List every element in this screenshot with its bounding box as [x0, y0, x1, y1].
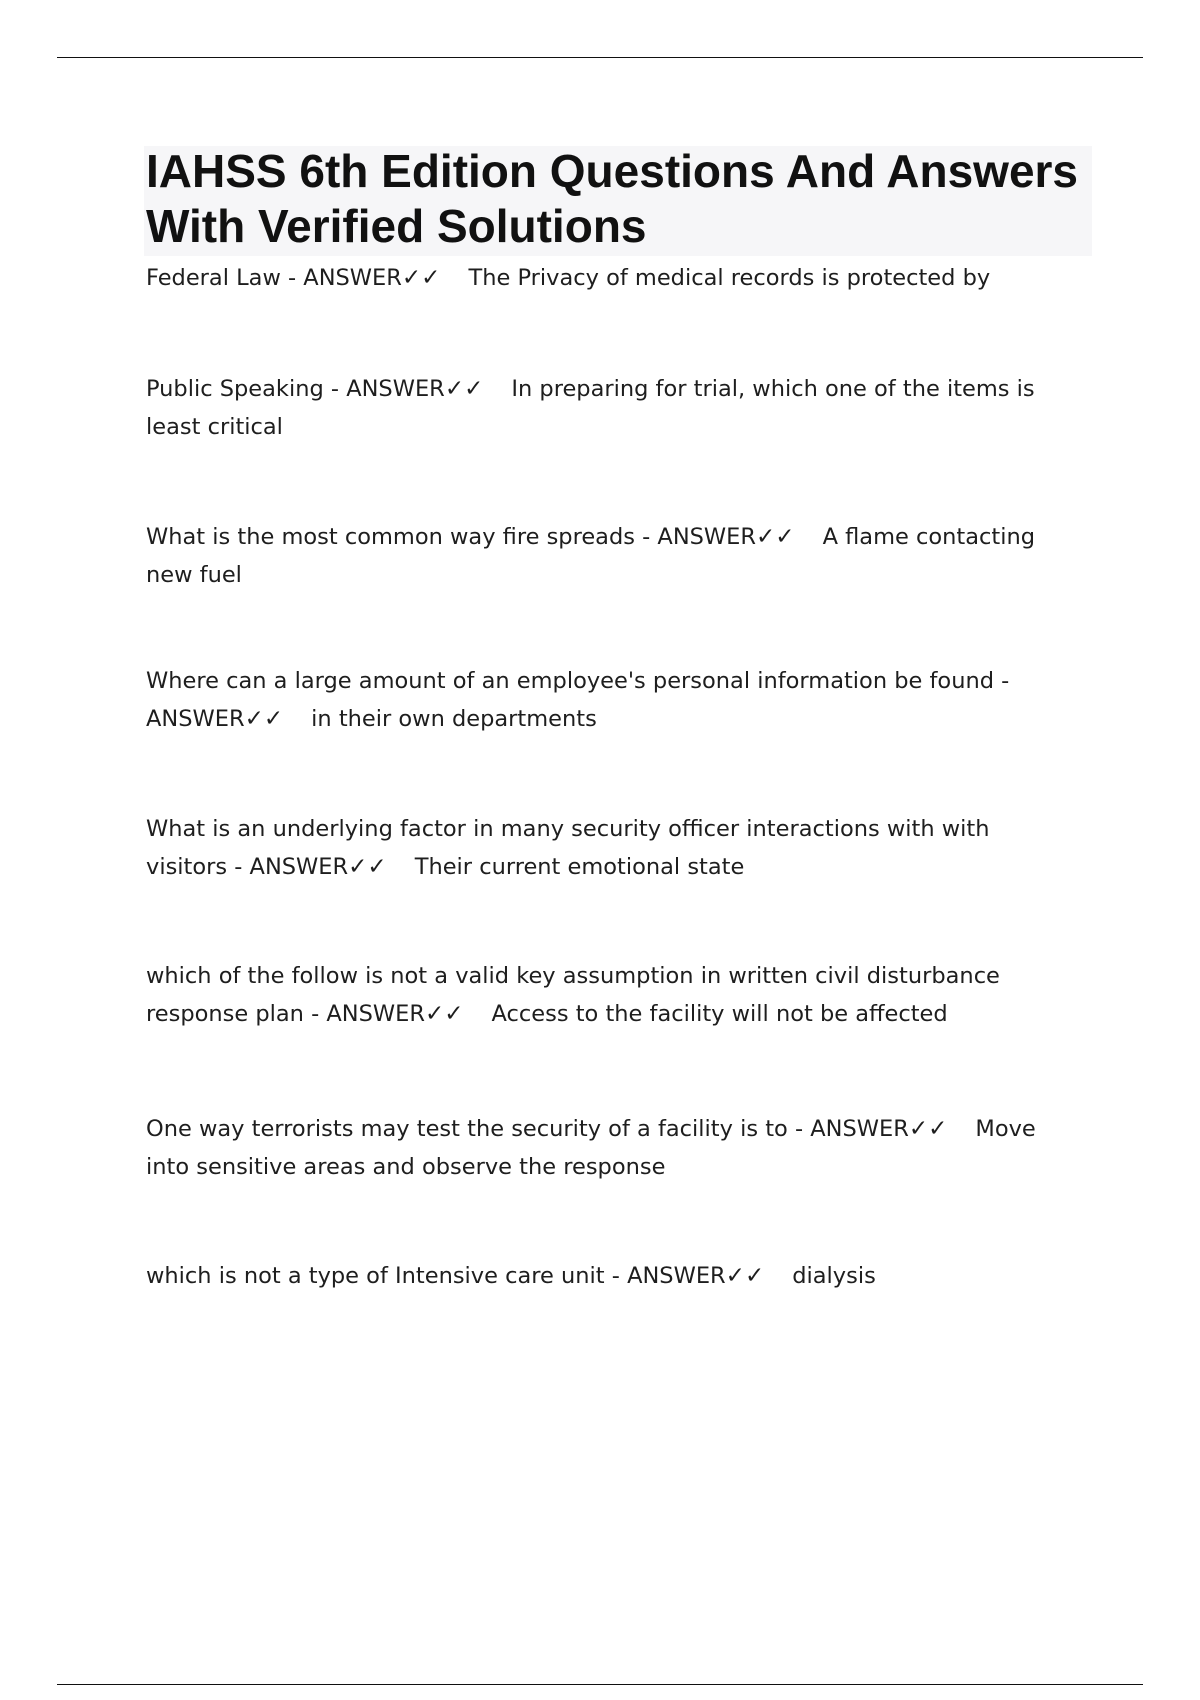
answer-marker: ANSWER	[303, 265, 402, 291]
check-marks-icon: ✓✓	[348, 854, 387, 880]
qa-item	[146, 518, 1076, 594]
separator: -	[994, 668, 1010, 694]
qa-item	[146, 1110, 1076, 1186]
answer-marker: ANSWER	[326, 1001, 425, 1027]
answer-text: Their current emotional state	[414, 854, 745, 880]
answer-marker: ANSWER	[146, 706, 245, 732]
qa-item	[146, 259, 1076, 297]
footer-rule	[57, 1684, 1143, 1685]
qa-item	[146, 957, 1076, 1033]
question-text: which of the follow is not a valid key assumption in written civil disturbance response plan	[146, 963, 1000, 1027]
question-text: What is the most common way fire spreads	[146, 524, 635, 550]
answer-text: The Privacy of medical records is protected by	[468, 265, 991, 291]
separator: -	[634, 524, 658, 550]
qa-item	[146, 810, 1076, 886]
qa-item	[146, 370, 1076, 446]
answer-text: In preparing for trial, which one of the items is least critical	[146, 376, 1035, 440]
separator: -	[280, 265, 304, 291]
check-marks-icon: ✓✓	[756, 524, 795, 550]
header-rule	[57, 57, 1143, 58]
separator: -	[303, 1001, 327, 1027]
separator: -	[227, 854, 250, 880]
document-title: IAHSS 6th Edition Questions And Answers With Verified Solutions	[146, 145, 1079, 252]
answer-text: dialysis	[792, 1263, 876, 1289]
qa-item	[146, 662, 1076, 738]
question-text: Federal Law	[146, 265, 281, 291]
question-text: Public Speaking	[146, 376, 324, 402]
separator: -	[604, 1263, 628, 1289]
check-marks-icon: ✓✓	[424, 1001, 464, 1027]
answer-marker: ANSWER	[346, 376, 445, 402]
answer-marker: ANSWER	[657, 524, 757, 550]
answer-text: A flame contacting new fuel	[146, 524, 1035, 588]
question-text: One way terrorists may test the security of a facility is to	[146, 1116, 788, 1142]
question-text: Where can a large amount of an employee's personal information be found	[146, 668, 995, 694]
question-text: What is an underlying factor in many security officer interactions with with visitors	[146, 816, 990, 880]
separator: -	[323, 376, 347, 402]
answer-marker: ANSWER	[810, 1116, 909, 1142]
answer-text: Access to the facility will not be affected	[491, 1001, 948, 1027]
check-marks-icon: ✓✓	[908, 1116, 948, 1142]
answer-text: in their own departments	[311, 706, 597, 732]
qa-item	[146, 1257, 1076, 1295]
check-marks-icon: ✓✓	[401, 265, 441, 291]
check-marks-icon: ✓✓	[725, 1263, 765, 1289]
answer-text: Move into sensitive areas and observe the response	[146, 1116, 1036, 1180]
answer-marker: ANSWER	[627, 1263, 726, 1289]
separator: -	[787, 1116, 811, 1142]
check-marks-icon: ✓✓	[444, 376, 484, 402]
answer-marker: ANSWER	[249, 854, 349, 880]
check-marks-icon: ✓✓	[244, 706, 284, 732]
question-text: which is not a type of Intensive care unit	[146, 1263, 605, 1289]
